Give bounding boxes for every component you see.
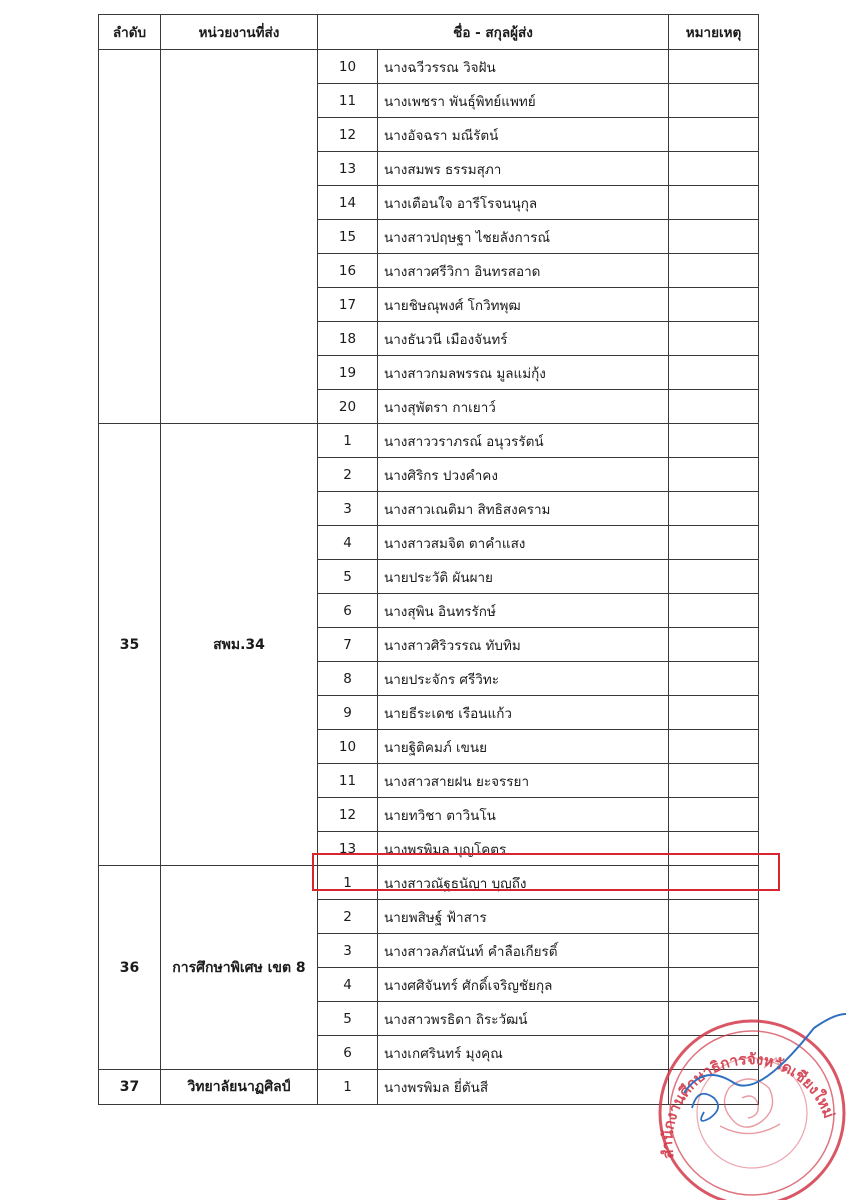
note-cell	[669, 458, 759, 492]
group-unit	[161, 50, 318, 424]
note-cell	[669, 424, 759, 458]
sender-name: นางอัจฉรา มณีรัตน์	[378, 118, 669, 152]
note-cell	[669, 84, 759, 118]
sender-name: นางสุพัตรา กาเยาว์	[378, 390, 669, 424]
note-cell	[669, 900, 759, 934]
sender-name: นางธันวนี เมืองจันทร์	[378, 322, 669, 356]
note-cell	[669, 288, 759, 322]
group-unit: การศึกษาพิเศษ เขต 8	[161, 866, 318, 1070]
note-cell	[669, 968, 759, 1002]
note-cell	[669, 730, 759, 764]
header-row	[99, 15, 759, 50]
row-number: 8	[318, 662, 378, 696]
row-number: 10	[318, 50, 378, 84]
sender-name: นายชิษณุพงศ์ โกวิทพุฒ	[378, 288, 669, 322]
note-cell	[669, 118, 759, 152]
row-number: 6	[318, 1036, 378, 1070]
header-unit: หน่วยงานที่ส่ง	[161, 15, 318, 50]
row-number: 5	[318, 560, 378, 594]
note-cell	[669, 492, 759, 526]
row-number: 2	[318, 900, 378, 934]
sender-name: นางสาวณัฐธนัญา บุญถึง	[378, 866, 669, 900]
row-number: 1	[318, 1070, 378, 1105]
row-number: 5	[318, 1002, 378, 1036]
sender-name: นางพรพิมล บุญโคตร	[378, 832, 669, 866]
row-number: 10	[318, 730, 378, 764]
sender-name: นายทวิชา ตาวินโน	[378, 798, 669, 832]
sender-name: นางสาวปฤษฐา ไชยลังการณ์	[378, 220, 669, 254]
sender-name: นายประจักร ศรีวิทะ	[378, 662, 669, 696]
sender-name: นางสาวสายฝน ยะจรรยา	[378, 764, 669, 798]
sender-name: นางสาววราภรณ์ อนุวรรัตน์	[378, 424, 669, 458]
row-number: 19	[318, 356, 378, 390]
sender-name: นางสมพร ธรรมสุภา	[378, 152, 669, 186]
row-number: 18	[318, 322, 378, 356]
sender-name: นายประวัติ ผันผาย	[378, 560, 669, 594]
note-cell	[669, 560, 759, 594]
row-number: 9	[318, 696, 378, 730]
table-row	[99, 866, 759, 900]
group-order: 37	[99, 1070, 161, 1105]
official-seal-icon	[634, 1008, 849, 1198]
note-cell	[669, 220, 759, 254]
note-cell	[669, 390, 759, 424]
table-row	[99, 424, 759, 458]
sender-name: นางสาวลภัสนันท์ คำลือเกียรติ์	[378, 934, 669, 968]
note-cell	[669, 152, 759, 186]
sender-name: นางสาวกมลพรรณ มูลแม่กุ้ง	[378, 356, 669, 390]
header-note: หมายเหตุ	[669, 15, 759, 50]
sender-name: นางเพชรา พันธุ์พิทย์แพทย์	[378, 84, 669, 118]
note-cell	[669, 764, 759, 798]
note-cell	[669, 186, 759, 220]
row-number: 14	[318, 186, 378, 220]
row-number: 12	[318, 118, 378, 152]
row-number: 4	[318, 968, 378, 1002]
roster-table	[98, 14, 759, 1105]
sender-name: นางศศิจันทร์ ศักดิ์เจริญชัยกุล	[378, 968, 669, 1002]
sender-name: นางสาวเณติมา สิทธิสงคราม	[378, 492, 669, 526]
sender-name: นางสาวพรธิดา ถิระวัฒน์	[378, 1002, 669, 1036]
row-number: 2	[318, 458, 378, 492]
group-unit: วิทยาลัยนาฏศิลป์	[161, 1070, 318, 1105]
row-number: 3	[318, 934, 378, 968]
row-number: 15	[318, 220, 378, 254]
sender-name: นางเตือนใจ อารีโรจนนุกุล	[378, 186, 669, 220]
row-number: 3	[318, 492, 378, 526]
note-cell	[669, 866, 759, 900]
sender-name: นายฐิติคมภ์ เขนย	[378, 730, 669, 764]
row-number: 12	[318, 798, 378, 832]
row-number: 13	[318, 832, 378, 866]
row-number: 17	[318, 288, 378, 322]
note-cell	[669, 526, 759, 560]
note-cell	[669, 594, 759, 628]
group-unit: สพม.34	[161, 424, 318, 866]
note-cell	[669, 50, 759, 84]
row-number: 6	[318, 594, 378, 628]
note-cell	[669, 662, 759, 696]
row-number: 13	[318, 152, 378, 186]
row-number: 16	[318, 254, 378, 288]
note-cell	[669, 934, 759, 968]
row-number: 1	[318, 866, 378, 900]
sender-name: นายพสิษฐ์ ฟ้าสาร	[378, 900, 669, 934]
note-cell	[669, 696, 759, 730]
row-number: 11	[318, 84, 378, 118]
row-number: 1	[318, 424, 378, 458]
sender-name: นางศิริกร ปวงคำคง	[378, 458, 669, 492]
header-order: ลำดับ	[99, 15, 161, 50]
note-cell	[669, 798, 759, 832]
seal-text: สำนักงานศึกษาธิการจังหวัดเชียงใหม่	[657, 1050, 839, 1160]
table-row	[99, 50, 759, 84]
sender-name: นางสาวสมจิต ตาคำแสง	[378, 526, 669, 560]
roster-body	[99, 50, 759, 1105]
sender-name: นางเกศรินทร์ มุงคุณ	[378, 1036, 669, 1070]
sender-name: นางสาวศิริวรรณ ทับทิม	[378, 628, 669, 662]
sender-name: นางฉวีวรรณ วิจฝัน	[378, 50, 669, 84]
row-number: 4	[318, 526, 378, 560]
group-order: 36	[99, 866, 161, 1070]
row-number: 11	[318, 764, 378, 798]
row-number: 7	[318, 628, 378, 662]
group-order	[99, 50, 161, 424]
sender-name: นายธีระเดช เรือนแก้ว	[378, 696, 669, 730]
sender-name: นางสาวศรีวิกา อินทรสอาด	[378, 254, 669, 288]
row-number: 20	[318, 390, 378, 424]
header-name: ชื่อ - สกุลผู้ส่ง	[318, 15, 669, 50]
note-cell	[669, 356, 759, 390]
sender-name: นางสุพิน อินทรรักษ์	[378, 594, 669, 628]
note-cell	[669, 322, 759, 356]
group-order: 35	[99, 424, 161, 866]
sender-name: นางพรพิมล ยี่ตันสี	[378, 1070, 669, 1105]
note-cell	[669, 832, 759, 866]
note-cell	[669, 628, 759, 662]
note-cell	[669, 254, 759, 288]
